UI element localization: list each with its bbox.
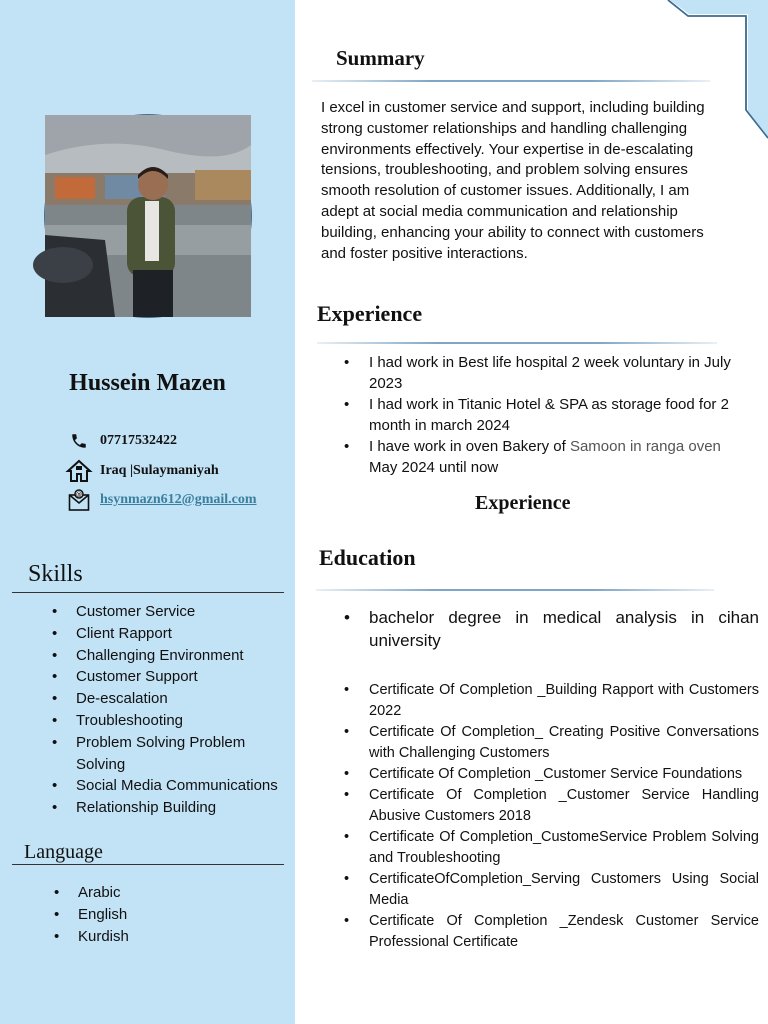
certificate-item: • Certificate Of Completion _Customer Service Foundations [344, 764, 759, 785]
skill-item: • Problem Solving Problem Solving [52, 732, 292, 776]
language-item: • Kurdish [54, 926, 254, 948]
language-item: • English [54, 904, 254, 926]
certificate-item: • Certificate Of Completion _Customer Service Handling Abusive Customers 2018 [344, 785, 759, 827]
skill-item: • Relationship Building [52, 797, 292, 819]
certificate-list [344, 680, 759, 953]
skills-list [52, 601, 292, 819]
education-divider [316, 589, 714, 591]
summary-divider [312, 80, 710, 82]
skill-item: • Customer Service [52, 601, 292, 623]
skill-item: • Customer Support [52, 666, 292, 688]
experience-divider [317, 342, 717, 344]
home-icon [66, 460, 92, 482]
skill-item: • Social Media Communications [52, 775, 292, 797]
email-row [66, 489, 257, 511]
svg-text:@: @ [76, 491, 82, 499]
certificate-item: • Certificate Of Completion_ Creating Positive Conversations with Challenging Customers [344, 722, 759, 764]
skills-divider [12, 592, 284, 593]
phone-number: 07717532422 [100, 433, 177, 448]
email-icon [66, 489, 92, 511]
experience-item: • I had work in Best life hospital 2 week voluntary in July 2023 [344, 352, 739, 394]
experience-list [344, 352, 739, 478]
phone-icon [66, 430, 92, 452]
certificate-item: • Certificate Of Completion _Zendesk Customer Service Professional Certificate [344, 911, 759, 953]
location-text: Iraq |Sulaymaniyah [100, 463, 219, 478]
certificate-item: • Certificate Of Completion _Building Rapport with Customers 2022 [344, 680, 759, 722]
degree-item: • bachelor degree in medical analysis in cihan university [344, 606, 759, 652]
experience-heading: Experience [317, 301, 423, 326]
email-link[interactable]: hsynmazn612@gmail.com [100, 492, 257, 507]
profile-photo [44, 114, 252, 318]
profile-name: Hussein Mazen [69, 370, 226, 396]
summary-heading: Summary [336, 46, 425, 70]
language-divider [12, 864, 284, 865]
location-row [66, 460, 219, 482]
skill-item: • Troubleshooting [52, 710, 292, 732]
experience-item: • I have work in oven Bakery of Samoon in ranga oven May 2024 until now [344, 436, 739, 478]
degree-list [344, 606, 759, 652]
education-heading: Education [319, 545, 416, 570]
skill-item: • Challenging Environment [52, 645, 292, 667]
certificate-item: • Certificate Of Completion_CustomeService Problem Solving and Troubleshooting [344, 827, 759, 869]
sidebar [0, 0, 295, 1024]
language-list [54, 882, 254, 947]
language-heading: Language [24, 841, 103, 863]
skill-item: • De-escalation [52, 688, 292, 710]
clipped-experience-heading: Experience [475, 492, 571, 514]
language-item: • Arabic [54, 882, 254, 904]
certificate-item: • CertificateOfCompletion_Serving Customers Using Social Media [344, 869, 759, 911]
phone-row [66, 430, 177, 452]
summary-text: I excel in customer service and support, including building strong customer relationships and handling challenging environments effectively. Your expertise in de-escalating tensions, troubleshooting, and problem solving ensures smooth resolution of customer issues. Additionally, I am adept at social media communication and relationship building, enhancing your ability to connect with customers and foster positive interactions. [321, 99, 705, 262]
skills-heading: Skills [28, 561, 83, 587]
skill-item: • Client Rapport [52, 623, 292, 645]
experience-item: • I had work in Titanic Hotel & SPA as storage food for 2 month in march 2024 [344, 394, 739, 436]
